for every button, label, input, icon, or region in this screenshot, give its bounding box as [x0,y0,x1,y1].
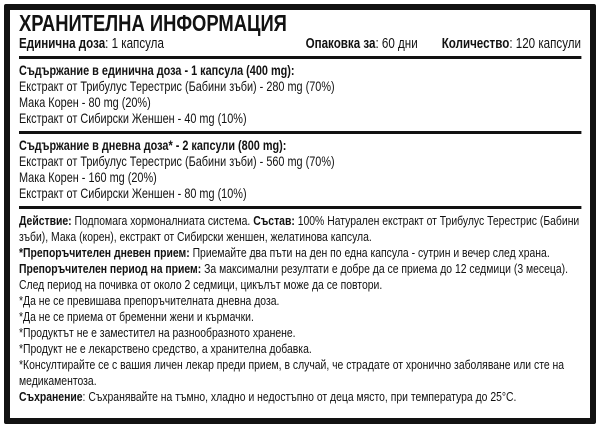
action-paragraph [19,213,581,245]
quantity-value: : 120 капсули [509,36,581,52]
single-dose-section [19,63,581,127]
info-section [19,213,581,405]
intake-period-text: За максимални резултати е добре да се приема до 12 седмици (3 месеца). След период на почивка от около 2 седмици, цикълът може да се повтори. [19,261,569,292]
daily-intake-text: Приемайте два пъти на ден по една капсула - сутрин и вечер след храна. [192,245,550,260]
ingredient-row: Екстракт от Сибирски Женшен - 40 mg (10%) [19,111,247,126]
daily-intake-paragraph [19,245,581,261]
warning-line: *Продукт не е лекарствено средство, а хранителна добавка. [19,341,312,356]
single-dose-label: Единична доза [19,36,106,52]
single-dose-heading: Съдържание в единична доза - 1 капсула (400 mg): [19,63,295,78]
daily-dose-section [19,138,581,202]
action-text: Подпомага хормоналниата система. [74,213,251,228]
storage-label: Съхранение [19,389,83,404]
warning-line: *Продуктът не е заместител на разнообразното хранене. [19,325,296,340]
ingredient-row: Мака Корен - 80 mg (20%) [19,95,151,110]
ingredient-row: Мака Корен - 160 mg (20%) [19,170,157,185]
single-dose-field [19,36,164,52]
quantity-field [442,36,581,52]
intake-period-paragraph [19,261,581,293]
action-label: Действие: [19,213,72,228]
page-title: ХРАНИТЕЛНА ИНФОРМАЦИЯ [19,10,287,36]
quantity-label: Количество [441,36,510,52]
section-divider [19,206,581,209]
composition-text: 100% Натурален екстракт от Трибулус Терестрис (Бабини зъби), Мака (корен), екстракт от Сибирски женшен, желатинова капсула. [19,213,580,244]
warning-line: *Да не се превишава препоръчителната дневна доза. [19,293,280,308]
daily-dose-heading: Съдържание в дневна доза* - 2 капсули (800 mg): [19,138,287,153]
composition-label: Състав: [253,213,295,228]
ingredient-row: Екстракт от Трибулус Терестрис (Бабини зъби) - 280 mg (70%) [19,79,335,94]
nutrition-label [4,4,596,424]
intake-period-label: Препоръчителен период на прием: [19,261,202,276]
storage-text: : Съхранявайте на тъмно, хладно и недостъпно от деца място, при температура до 25°C. [82,389,517,404]
single-dose-value: : 1 капсула [105,36,164,52]
package-duration-value: : 60 дни [375,36,418,52]
header-fields [19,36,581,52]
section-divider [19,131,581,134]
section-divider [19,56,581,59]
label-content [19,11,581,405]
ingredient-row: Екстракт от Сибирски Женшен - 80 mg (10%) [19,186,247,201]
package-duration-field [306,36,418,52]
storage-paragraph [19,389,581,405]
warning-line: *Консултирайте се с вашия личен лекар преди прием, в случай, че страдате от хронично заболяване или сте на медикаментоза. [19,357,565,388]
daily-intake-label: *Препоръчителен дневен прием: [19,245,190,260]
ingredient-row: Екстракт от Трибулус Терестрис (Бабини зъби) - 560 mg (70%) [19,154,335,169]
warning-line: *Да не се приема от бременни жени и кърмачки. [19,309,254,324]
package-duration-label: Опаковка за [305,36,376,52]
